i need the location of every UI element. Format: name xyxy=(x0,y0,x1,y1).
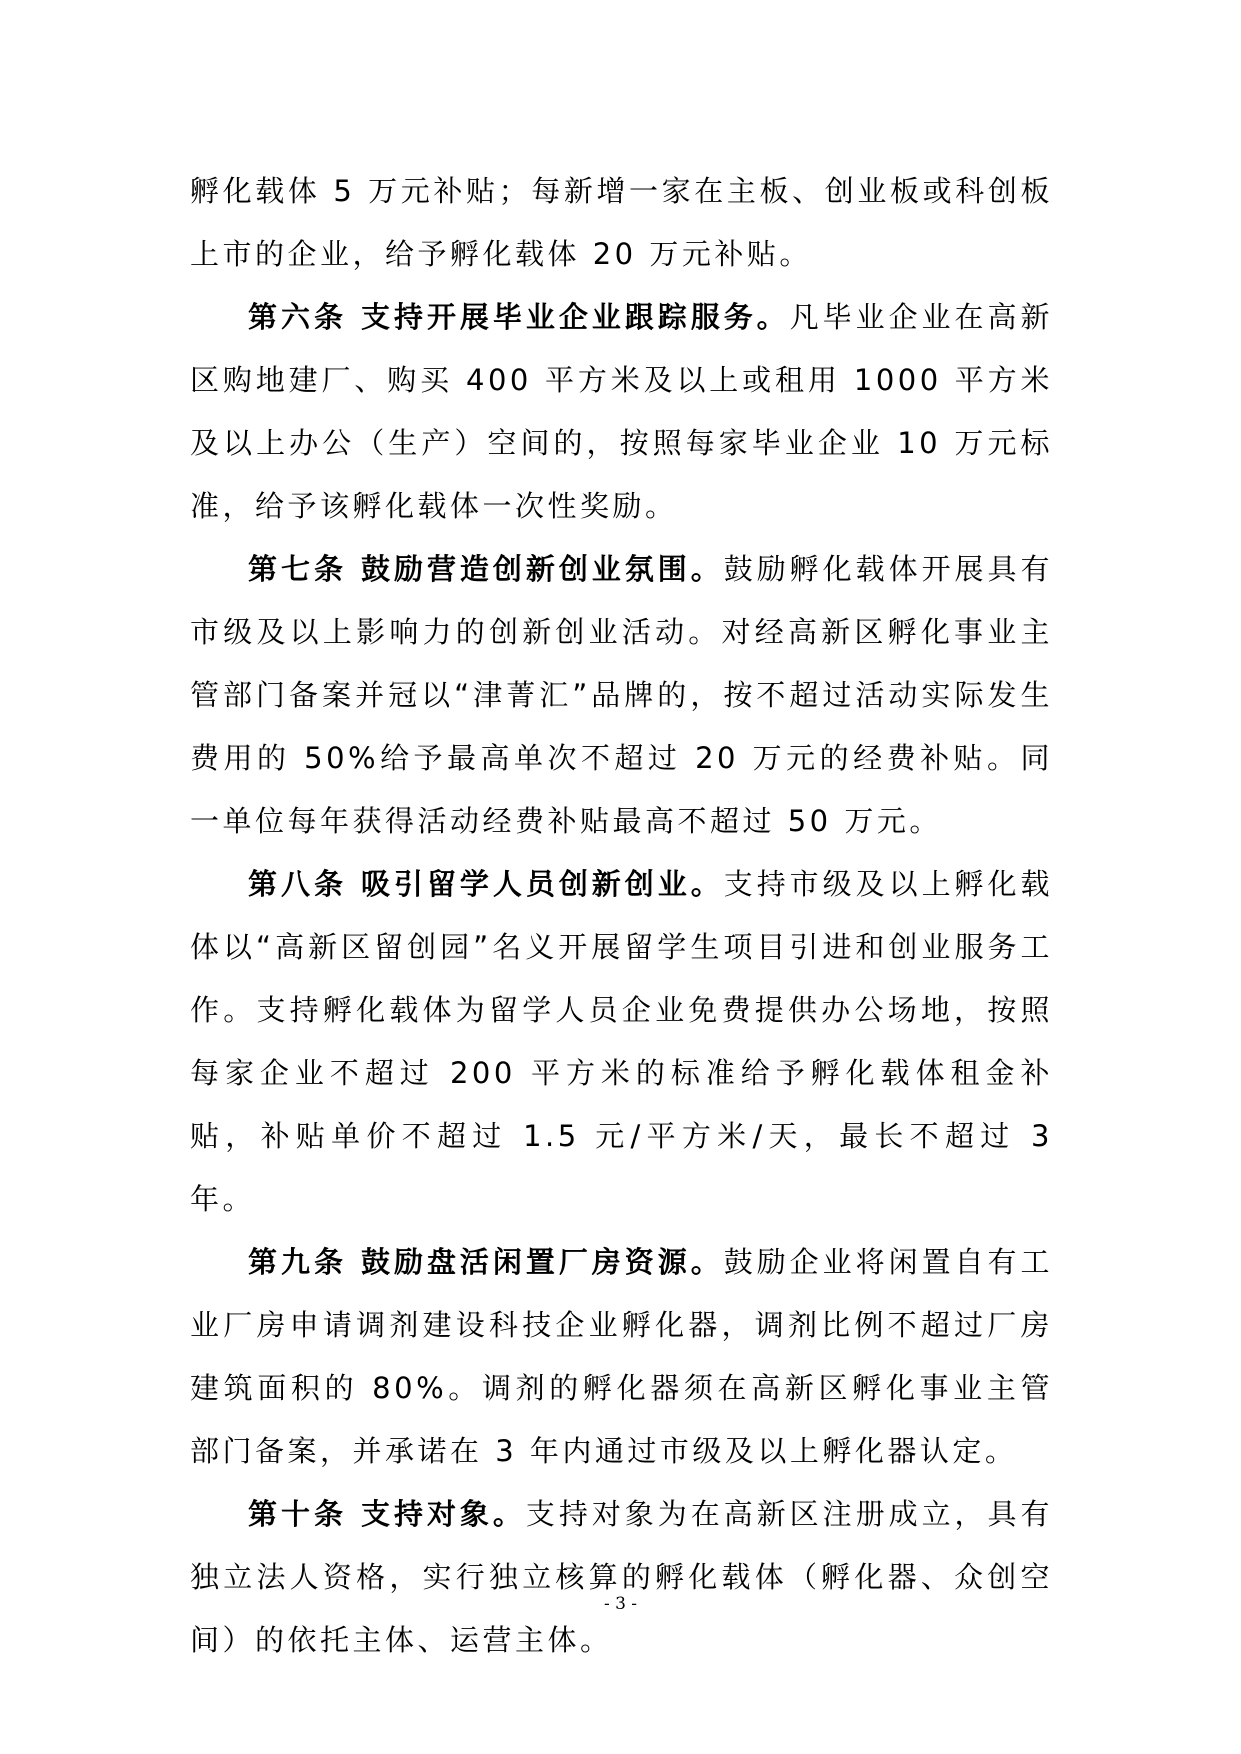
article-9 xyxy=(190,1231,1053,1483)
article-heading: 第九条 鼓励盘活闲置厂房资源。 xyxy=(248,1245,724,1279)
article-8 xyxy=(190,853,1053,1231)
article-10 xyxy=(190,1483,1053,1672)
paragraph-text: 鼓励企业将闲置自有工业厂房申请调剂建设科技企业孵化器，调剂比例不超过厂房建筑面积的 80%。调剂的孵化器须在高新区孵化事业主管部门备案，并承诺在 3 年内通过市级及以上孵化器认定。 xyxy=(190,1245,1053,1468)
article-heading: 第六条 支持开展毕业企业跟踪服务。 xyxy=(248,300,790,334)
page-number: - 3 - xyxy=(603,1594,638,1614)
document-body xyxy=(190,160,1053,1672)
article-heading: 第七条 鼓励营造创新创业氛围。 xyxy=(248,552,724,586)
paragraph-text: 凡毕业企业在高新区购地建厂、购买 400 平方米及以上或租用 1000 平方米及以上办公（生产）空间的，按照每家毕业企业 10 万元标准，给予该孵化载体一次性奖励。 xyxy=(190,300,1053,523)
paragraph-text: 鼓励孵化载体开展具有市级及以上影响力的创新创业活动。对经高新区孵化事业主管部门备案并冠以“津菁汇”品牌的，按不超过活动实际发生费用的 50%给予最高单次不超过 20 万元的经费补贴。同一单位每年获得活动经费补贴最高不超过 50 万元。 xyxy=(190,552,1053,838)
article-7 xyxy=(190,538,1053,853)
article-6 xyxy=(190,286,1053,538)
paragraph-text: 支持对象为在高新区注册成立，具有独立法人资格，实行独立核算的孵化载体（孵化器、众创空间）的依托主体、运营主体。 xyxy=(190,1497,1053,1657)
article-heading: 第八条 吸引留学人员创新创业。 xyxy=(248,867,724,901)
paragraph-continuation xyxy=(190,160,1053,286)
paragraph-text: 孵化载体 5 万元补贴；每新增一家在主板、创业板或科创板上市的企业，给予孵化载体 20 万元补贴。 xyxy=(190,174,1053,271)
article-heading: 第十条 支持对象。 xyxy=(248,1497,526,1531)
paragraph-text: 支持市级及以上孵化载体以“高新区留创园”名义开展留学生项目引进和创业服务工作。支持孵化载体为留学人员企业免费提供办公场地，按照每家企业不超过 200 平方米的标准给予孵化载体租金补贴，补贴单价不超过 1.5 元/平方米/天，最长不超过 3 年。 xyxy=(190,867,1053,1216)
